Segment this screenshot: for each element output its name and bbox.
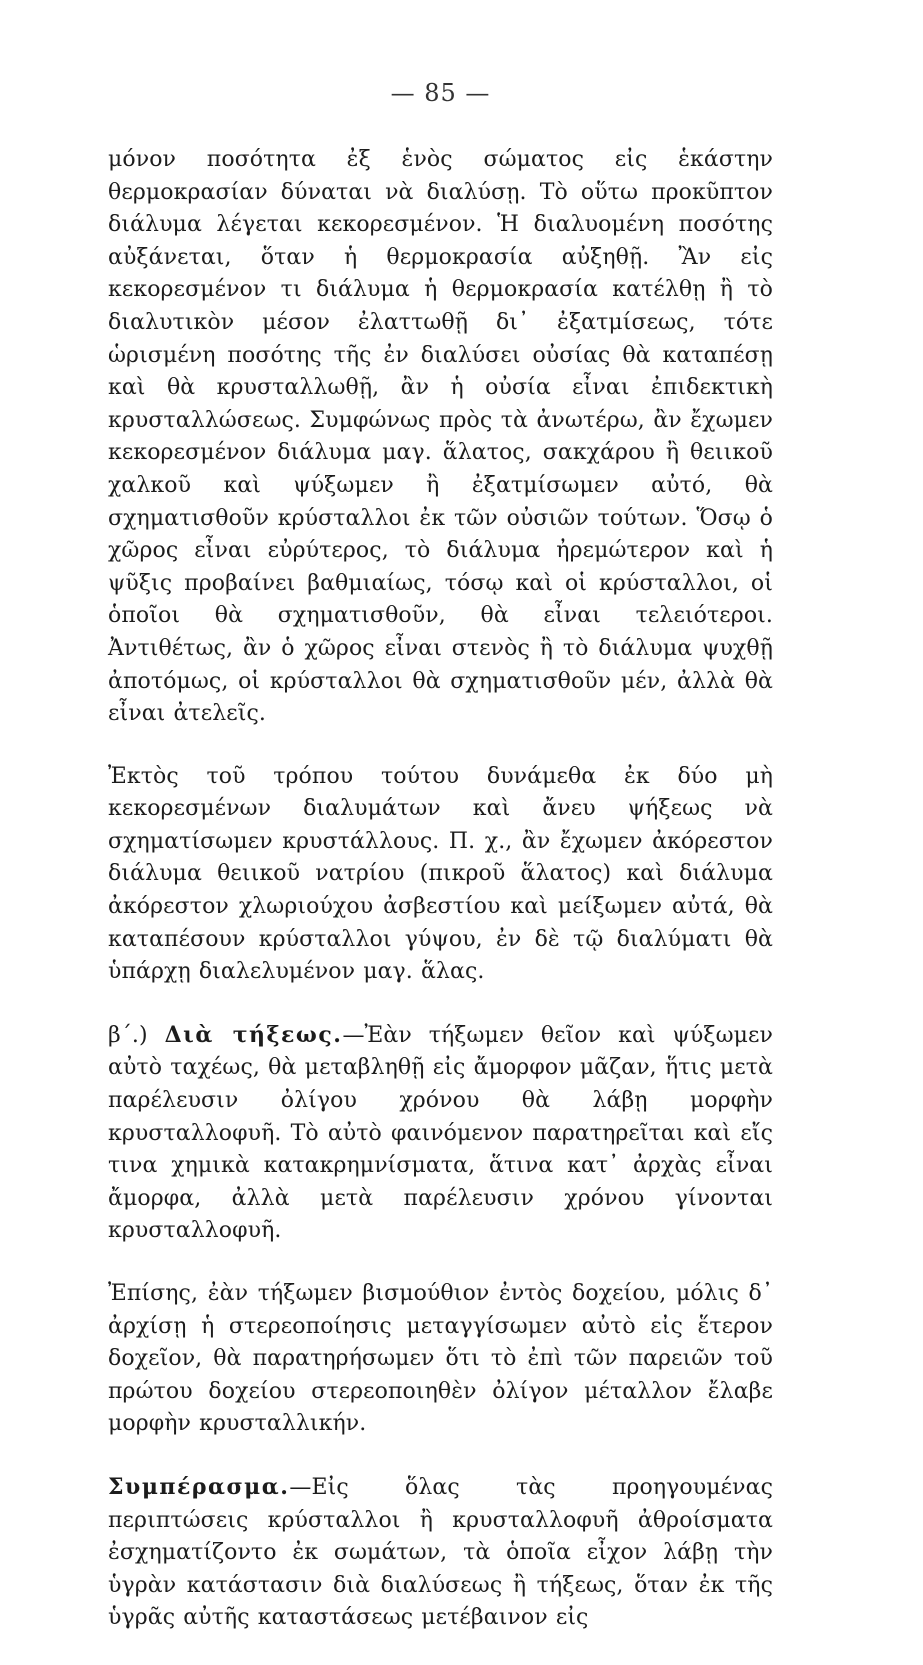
section-heading-conclusion: Συμπέρασμα. bbox=[108, 1473, 290, 1500]
paragraph-saturated-solutions: μόνον ποσότητα ἐξ ἑνὸς σώματος εἰς ἑκάστην θερμοκρασίαν δύναται νὰ διαλύσῃ. Τὸ οὕτω προκῦπτον διάλυμα λέγεται κεκορεσμένον. Ἡ διαλυομένη ποσότης αὐξάνεται, ὅταν ἡ θερμοκρασία αὐξηθῇ. Ἂν εἰς κεκορεσμένον τι διάλυμα ἡ θερμοκρασία κατέλθῃ ἢ τὸ διαλυτικὸν μέσον ἐλαττωθῇ δι᾽ ἐξατμίσεως, τότε ὡρισμένη ποσότης τῆς ἐν διαλύσει οὐσίας θὰ καταπέσῃ καὶ θὰ κρυσταλλωθῇ, ἂν ἡ οὐσία εἶναι ἐπιδεκτικὴ κρυσταλλώσεως. Συμφώνως πρὸς τὰ ἀνωτέρω, ἂν ἔχωμεν κεκορεσμένον διάλυμα μαγ. ἅλατος, σακχάρου ἢ θειικοῦ χαλκοῦ καὶ ψύξωμεν ἢ ἐξατμίσωμεν αὐτό, θὰ σχηματισθοῦν κρύσταλλοι ἐκ τῶν οὐσιῶν τούτων. Ὅσῳ ὁ χῶρος εἶναι εὐρύτερος, τὸ διάλυμα ἠρεμώτερον καὶ ἡ ψῦξις προβαίνει βαθμιαίως, τόσῳ καὶ οἱ κρύσταλλοι, οἱ ὁποῖοι θὰ σχηματισθοῦν, θὰ εἶναι τελειότεροι. Ἀντιθέτως, ἂν ὁ χῶρος εἶναι στενὸς ἢ τὸ διάλυμα ψυχθῇ ἀποτόμως, οἱ κρύσταλλοι θὰ σχηματισθοῦν μέν, ἀλλὰ θὰ εἶναι ἀτελεῖς. bbox=[108, 147, 773, 727]
paragraph-body: Εἰς ὅλας τὰς προηγουμένας περιπτώσεις κρύσταλλοι ἢ κρυσταλλοφυῆ ἀθροίσματα ἐσχηματίζοντο ἐκ σωμάτων, τὰ ὁποῖα εἶχον λάβῃ τὴν ὑγρὰν κατάστασιν διὰ διαλύσεως ἢ τήξεως, ὅταν ἐκ τῆς ὑγρᾶς αὐτῆς καταστάσεως μετέβαινον εἰς bbox=[108, 1474, 773, 1631]
page-number: — 85 — bbox=[390, 79, 491, 107]
document-page bbox=[108, 80, 773, 1665]
section-label: β΄.) bbox=[108, 1022, 148, 1048]
paragraph-body: Ἐὰν τήξωμεν θεῖον καὶ ψύξωμεν αὐτὸ ταχέως, θὰ μεταβληθῇ εἰς ἄμορφον μᾶζαν, ἥτις μετὰ παρέλευσιν ὀλίγου χρόνου θὰ λάβῃ μορφὴν κρυσταλλοφυῆ. Τὸ αὐτὸ φαινόμενον παρατηρεῖται καὶ εἴς τινα χημικὰ κατακρημνίσματα, ἅτινα κατ᾽ ἀρχὰς εἶναι ἄμορφα, ἀλλὰ μετὰ παρέλευσιν χρόνου γίνονται κρυσταλλοφυῆ. bbox=[108, 1022, 773, 1244]
section-heading-melting: Διὰ τήξεως. bbox=[164, 1021, 343, 1048]
heading-dash: — bbox=[289, 1474, 312, 1500]
paragraph-unsaturated-mixing: Ἐκτὸς τοῦ τρόπου τούτου δυνάμεθα ἐκ δύο μὴ κεκορεσμένων διαλυμάτων καὶ ἄνευ ψήξεως νὰ σχηματίσωμεν κρυστάλλους. Π. χ., ἂν ἔχωμεν ἀκόρεστον διάλυμα θειικοῦ νατρίου (πικροῦ ἅλατος) καὶ διάλυμα ἀκόρεστον χλωριούχου ἀσβεστίου καὶ μείξωμεν αὐτά, θὰ καταπέσουν κρύσταλλοι γύψου, ἐν δὲ τῷ διαλύματι θὰ ὑπάρχῃ διαλελυμένον μαγ. ἅλας. bbox=[108, 763, 773, 985]
paragraph-by-melting bbox=[108, 1019, 773, 1248]
heading-dash: — bbox=[342, 1022, 365, 1048]
paragraph-conclusion bbox=[108, 1471, 773, 1635]
paragraph-bismuth: Ἐπίσης, ἐὰν τήξωμεν βισμούθιον ἐντὸς δοχείου, μόλις δ᾽ ἀρχίσῃ ἡ στερεοποίησις μεταγγίσωμεν αὐτὸ εἰς ἕτερον δοχεῖον, θὰ παρατηρήσωμεν ὅτι τὸ ἐπὶ τῶν παρειῶν τοῦ πρώτου δοχείου στερεοποιηθὲν ὀλίγον μέταλλον ἔλαβε μορφὴν κρυσταλλικήν. bbox=[108, 1281, 773, 1437]
